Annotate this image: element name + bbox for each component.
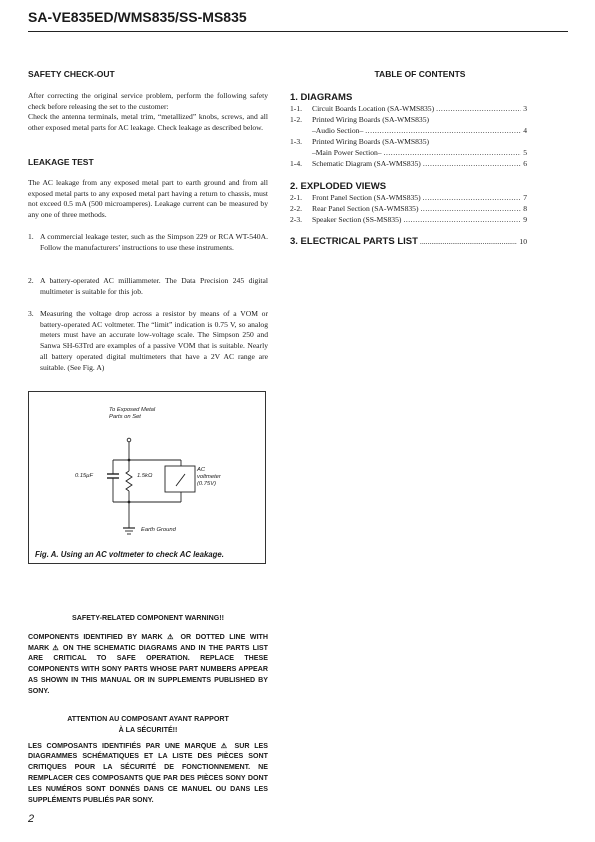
toc-row-page: 3	[523, 104, 527, 113]
toc-row-text: Printed Wiring Boards (SA-WMS835)	[312, 137, 430, 146]
resistor-zigzag	[126, 471, 132, 491]
voltmeter-needle	[176, 474, 185, 486]
header-rule	[28, 31, 568, 32]
warning-title: SAFETY-RELATED COMPONENT WARNING!!	[72, 614, 224, 622]
toc-row[interactable]	[290, 193, 527, 204]
toc-title: TABLE OF CONTENTS	[374, 69, 466, 79]
toc-leader-dots	[423, 159, 521, 170]
toc-row-text: –Main Power Section–	[312, 148, 382, 157]
toc-row[interactable]	[290, 115, 527, 126]
toc-row-text: Schematic Diagram (SA-WMS835)	[312, 159, 421, 168]
toc-leader-dots	[384, 148, 522, 159]
toc-heading-exploded-views: 2. EXPLODED VIEWS	[290, 181, 387, 192]
toc-row[interactable]	[290, 204, 527, 215]
toc-row-electrical-parts[interactable]	[290, 236, 527, 247]
list-item-text: Measuring the voltage drop across a resistor by means of a VOM or battery-operated AC voltmeter. The “limit” indication is 0.75 V, so analog meters must have an accurate low-voltage scale. The Simpson 250 and Sanwa SH-63Trd are examples of a passive VOM that is suitable. Nearly all battery operated digital multimeters that have a 2V AC range are suitable. (See Fig. A)	[40, 309, 268, 372]
toc-row-number: 2-2.	[290, 204, 303, 213]
label-earth-ground: Earth Ground	[141, 527, 176, 533]
page-number: 2	[28, 813, 35, 825]
toc-leader-dots	[365, 126, 521, 137]
toc-row-page: 7	[523, 193, 527, 202]
list-item-text: A battery-operated AC milliammeter. The Data Precision 245 digital multimeter is suitable for this job.	[40, 276, 268, 296]
toc-row-number: 1-1.	[290, 104, 303, 113]
toc-leader-dots	[403, 215, 521, 226]
toc-row-page: 4	[523, 126, 527, 135]
toc-row-number	[290, 126, 312, 137]
toc-row-text: Printed Wiring Boards (SA-WMS835)	[312, 115, 430, 124]
toc-row-text: –Audio Section–	[312, 126, 364, 135]
safety-warning-english	[28, 613, 268, 697]
terminal-dot	[127, 438, 131, 442]
safety-warning-french	[28, 714, 268, 805]
toc-row-number: 2-3.	[290, 215, 303, 224]
toc-row-number: 1-3.	[290, 137, 303, 146]
toc-heading-electrical-parts: 3. ELECTRICAL PARTS LIST	[290, 236, 418, 247]
leakage-test-heading: LEAKAGE TEST	[28, 157, 94, 167]
label-capacitor: 0.15μF	[75, 473, 93, 479]
figure-caption: Fig. A. Using an AC voltmeter to check AC leakage.	[35, 550, 224, 559]
leakage-test-paragraph: The AC leakage from any exposed metal part to earth ground and from all exposed metal parts to any exposed metal part having a return to chassis, must not exceed 0.5 mA (500 microamperes). Leakage current can be measured by any one of three methods.	[28, 178, 268, 220]
toc-leader-dots	[421, 204, 522, 215]
toc-row-text: Front Panel Section (SA-WMS835)	[312, 193, 421, 202]
toc-row-page: 10	[519, 237, 527, 246]
toc-row-text: Circuit Boards Location (SA-WMS835)	[312, 104, 435, 113]
list-item-number: 2.	[28, 276, 34, 285]
toc-row-page: 8	[523, 204, 527, 213]
toc-row[interactable]	[290, 104, 527, 115]
safety-intro-paragraph: After correcting the original service problem, perform the following safety check before releasing the set to the customer: Check the antenna terminals, metal trim, “metallized” knobs, screws, and all other exposed metal parts for AC leakage. Check leakage as described below.	[28, 91, 268, 133]
toc-row[interactable]	[290, 159, 527, 170]
toc-row-text: Rear Panel Section (SA-WMS835)	[312, 204, 419, 213]
toc-row-number: 1-2.	[290, 115, 303, 124]
toc-heading-diagrams: 1. DIAGRAMS	[290, 92, 353, 103]
voltmeter-box	[165, 466, 195, 492]
list-item-number: 1.	[28, 232, 34, 241]
label-voltmeter: AC voltmeter (0.75V)	[197, 467, 221, 487]
list-item	[28, 309, 268, 373]
toc-row-page: 9	[523, 215, 527, 224]
figure-a-box	[28, 391, 266, 564]
safety-checkout-heading: SAFETY CHECK-OUT	[28, 69, 115, 79]
toc-row[interactable]	[290, 148, 527, 159]
document-title: SA-VE835ED/WMS835/SS-MS835	[28, 9, 247, 25]
toc-row[interactable]	[290, 215, 527, 226]
toc-row-number: 2-1.	[290, 193, 303, 202]
warning-body: COMPONENTS IDENTIFIED BY MARK ⚠ OR DOTTED LINE WITH MARK ⚠ ON THE SCHEMATIC DIAGRAMS AND IN THE PARTS LIST ARE CRITICAL TO SAFE OPERATION. REPLACE THESE COMPONENTS WITH SONY PARTS WHOSE PART NUMBERS APPEAR AS SHOWN IN THIS MANUAL OR IN SUPPLEMENTS PUBLISHED BY SONY.	[28, 632, 268, 695]
list-item	[28, 232, 268, 253]
toc-row-page: 5	[523, 148, 527, 157]
toc-row-number: 1-4.	[290, 159, 303, 168]
toc-leader-dots	[420, 237, 517, 246]
warning-title: ATTENTION AU COMPOSANT AYANT RAPPORT À LA SÉCURITÉ!!	[67, 715, 229, 734]
list-item-number: 3.	[28, 309, 34, 318]
toc-row-page: 6	[523, 159, 527, 168]
warning-body: LES COMPOSANTS IDENTIFIÉS PAR UNE MARQUE ⚠ SUR LES DIAGRAMMES SCHÉMATIQUES ET LA LISTE DES PIÈCES SONT CRITIQUES POUR LA SÉCURITÉ DE FONCTIONNEMENT. NE REMPLACER CES COMPOSANTS QUE PAR DES PIÈCES SONY DONT LES NUMÉROS SONT DONNÉS DANS CE MANUEL OU DANS LES SUPPLÉMENTS PUBLIÉS PAR SONY.	[28, 741, 268, 804]
toc-row[interactable]	[290, 126, 527, 137]
label-exposed-metal: To Exposed Metal Parts on Set	[109, 407, 156, 420]
label-resistor: 1.5kΩ	[137, 473, 153, 479]
toc-row-text: Speaker Section (SS-MS835)	[312, 215, 402, 224]
list-item-text: A commercial leakage tester, such as the Simpson 229 or RCA WT-540A. Follow the manufacturers’ instructions to use these instruments.	[40, 232, 268, 252]
list-item	[28, 276, 268, 297]
toc-row[interactable]	[290, 137, 527, 148]
toc-leader-dots	[423, 193, 522, 204]
toc-leader-dots	[436, 104, 521, 115]
toc-row-number	[290, 148, 312, 159]
